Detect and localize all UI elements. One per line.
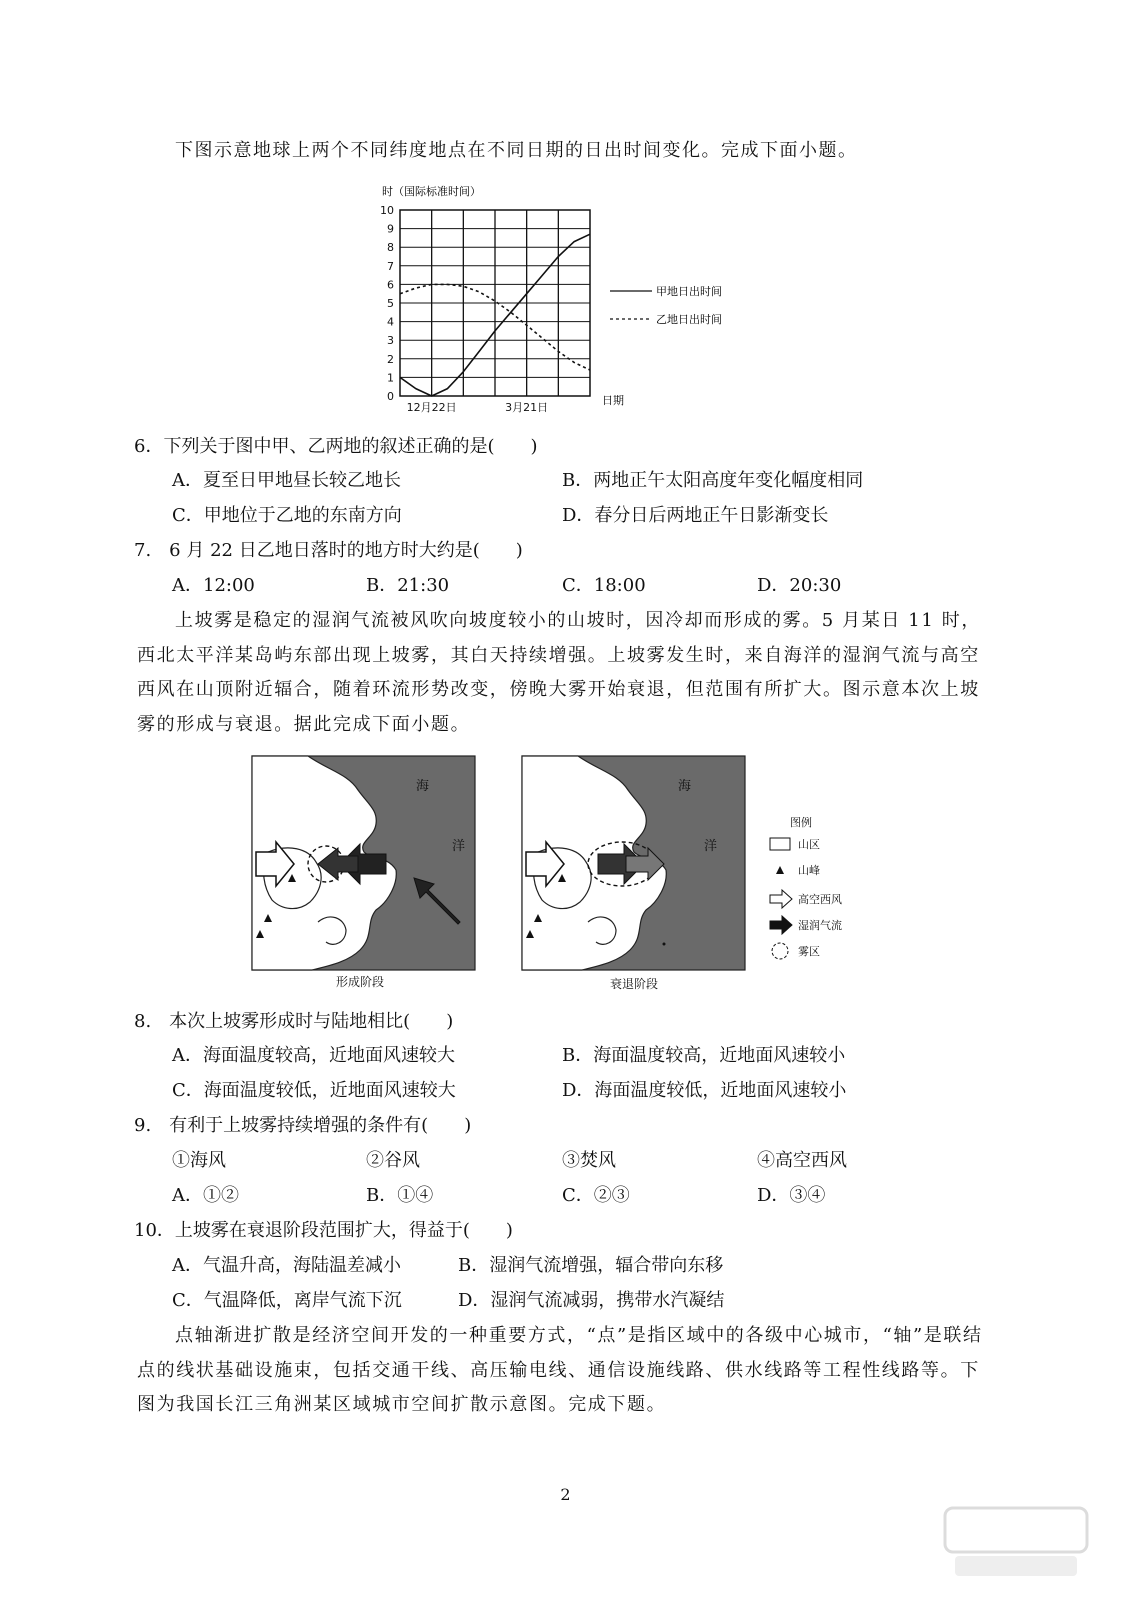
q6-option-d: D．春分日后两地正午日影渐变长 — [562, 505, 829, 526]
chart-xticks — [407, 401, 549, 414]
legend-item-moist-airflow: 湿润气流 — [798, 919, 842, 932]
q10-option-c: C．气温降低，离岸气流下沉 — [172, 1290, 402, 1311]
x-tick-label: 12月22日 — [406, 401, 457, 414]
q7-option-d: D．20:30 — [757, 575, 842, 596]
legend-item-mountain-area: 山区 — [798, 838, 820, 851]
chart-grid — [400, 210, 590, 396]
y-tick-label: 0 — [387, 390, 394, 403]
legend-title: 图例 — [790, 816, 812, 829]
q10-stem: 10．上坡雾在衰退阶段范围扩大，得益于( ) — [134, 1220, 513, 1241]
x-tick-label: 3月21日 — [505, 401, 549, 414]
intro-sunrise: 下图示意地球上两个不同纬度地点在不同日期的日出时间变化。完成下面小题。 — [175, 140, 858, 161]
intro-upslope-fog: 上坡雾是稳定的湿润气流被风吹向坡度较小的山坡时，因冷却而形成的雾。5 月某日 11 时，西北太平洋某岛屿东部出现上坡雾，其白天持续增强。上坡雾发生时，来自海洋的湿润气流与高空西风在山顶附近辐合，随着环流形势改变，傍晚大雾开始衰退，但范围有所扩大。图示意本次上坡雾的形成与衰退。据此完成下面小题。 — [137, 610, 981, 735]
y-tick-label: 7 — [387, 259, 394, 273]
legend-item-fog-zone: 雾区 — [798, 945, 820, 958]
q10-option-d: D．湿润气流减弱，携带水汽凝结 — [458, 1290, 725, 1311]
legend-label-yi: 乙地日出时间 — [656, 313, 722, 326]
chart-yticks — [380, 204, 394, 403]
y-tick-label: 6 — [387, 278, 394, 292]
peak-legend-icon — [776, 866, 784, 874]
map-dot — [663, 943, 666, 946]
y-tick-label: 10 — [380, 204, 394, 217]
q6-option-c: C．甲地位于乙地的东南方向 — [172, 505, 402, 526]
sea-label: 海 — [678, 779, 692, 794]
y-tick-label: 2 — [387, 352, 394, 366]
y-tick-label: 1 — [387, 371, 394, 385]
q9-item-4: ④高空西风 — [757, 1150, 847, 1171]
q9-option-c: C．②③ — [562, 1185, 630, 1206]
q10-option-a: A．气温升高，海陆温差减小 — [172, 1255, 401, 1276]
chart-xlabel: 日期 — [602, 394, 624, 407]
map-panel-formation — [252, 756, 475, 989]
q8-option-a: A．海面温度较高，近地面风速较大 — [172, 1045, 455, 1066]
watermark-logo — [941, 1502, 1091, 1582]
q9-item-3: ③焚风 — [562, 1150, 616, 1171]
q10-option-b: B．湿润气流增强，辐合带向东移 — [458, 1255, 724, 1276]
ocean-label: 洋 — [452, 839, 466, 854]
sunrise-chart — [370, 180, 740, 420]
q8-option-d: D．海面温度较低，近地面风速较小 — [562, 1080, 847, 1101]
q8-option-b: B．海面温度较高，近地面风速较小 — [562, 1045, 846, 1066]
q9-option-d: D．③④ — [757, 1185, 826, 1206]
y-tick-label: 4 — [387, 315, 394, 329]
q9-item-1: ①海风 — [172, 1150, 226, 1171]
map-legend — [770, 815, 842, 959]
legend-label-jia: 甲地日出时间 — [656, 285, 722, 298]
intro-point-axis: 点轴渐进扩散是经济空间开发的一种重要方式，“点”是指区域中的各级中心城市，“轴”是联结点的线状基础设施束，包括交通干线、高压输电线、通信设施线路、供水线路等工程性线路等。下图为我国长江三角洲某区域城市空间扩散示意图。完成下题。 — [137, 1325, 983, 1415]
ocean-label: 洋 — [704, 839, 718, 854]
chart-ylabel: 时（国际标准时间） — [382, 185, 481, 198]
caption-decline: 衰退阶段 — [610, 977, 659, 991]
y-tick-label: 8 — [387, 241, 394, 255]
legend-item-peak: 山峰 — [798, 864, 820, 877]
q9-option-b: B．①④ — [366, 1185, 434, 1206]
q6-stem: 6．下列关于图中甲、乙两地的叙述正确的是( ) — [134, 436, 538, 457]
q7-stem: 7. 6 月 22 日乙地日落时的地方时大约是( ) — [134, 540, 523, 561]
mountain-area-legend-icon — [770, 838, 790, 850]
q8-option-c: C．海面温度较低，近地面风速较大 — [172, 1080, 456, 1101]
caption-formation: 形成阶段 — [336, 975, 385, 989]
legend-item-westerly: 高空西风 — [798, 893, 842, 906]
q9-stem: 9. 有利于上坡雾持续增强的条件有( ) — [134, 1115, 472, 1136]
y-tick-label: 3 — [387, 334, 394, 348]
sea-label: 海 — [416, 779, 430, 794]
q9-item-2: ②谷风 — [366, 1150, 420, 1171]
fog-map-figure — [248, 752, 868, 997]
q6-option-a: A．夏至日甲地昼长较乙地长 — [172, 470, 401, 491]
fog-zone-legend-icon — [772, 943, 788, 959]
chart-legend — [610, 284, 722, 326]
y-tick-label: 5 — [387, 297, 394, 310]
q7-option-b: B．21:30 — [366, 575, 450, 596]
q7-option-a: A．12:00 — [172, 575, 255, 596]
q7-option-c: C．18:00 — [562, 575, 646, 596]
map-panel-decline — [522, 756, 745, 991]
page-number: 2 — [560, 1485, 571, 1504]
moist-airflow-legend-icon — [770, 916, 792, 934]
westerly-legend-icon — [770, 890, 792, 908]
q8-stem: 8. 本次上坡雾形成时与陆地相比( ) — [134, 1011, 454, 1032]
q9-option-a: A．①② — [172, 1185, 239, 1206]
q6-option-b: B．两地正午太阳高度年变化幅度相同 — [562, 470, 864, 491]
y-tick-label: 9 — [387, 222, 394, 236]
